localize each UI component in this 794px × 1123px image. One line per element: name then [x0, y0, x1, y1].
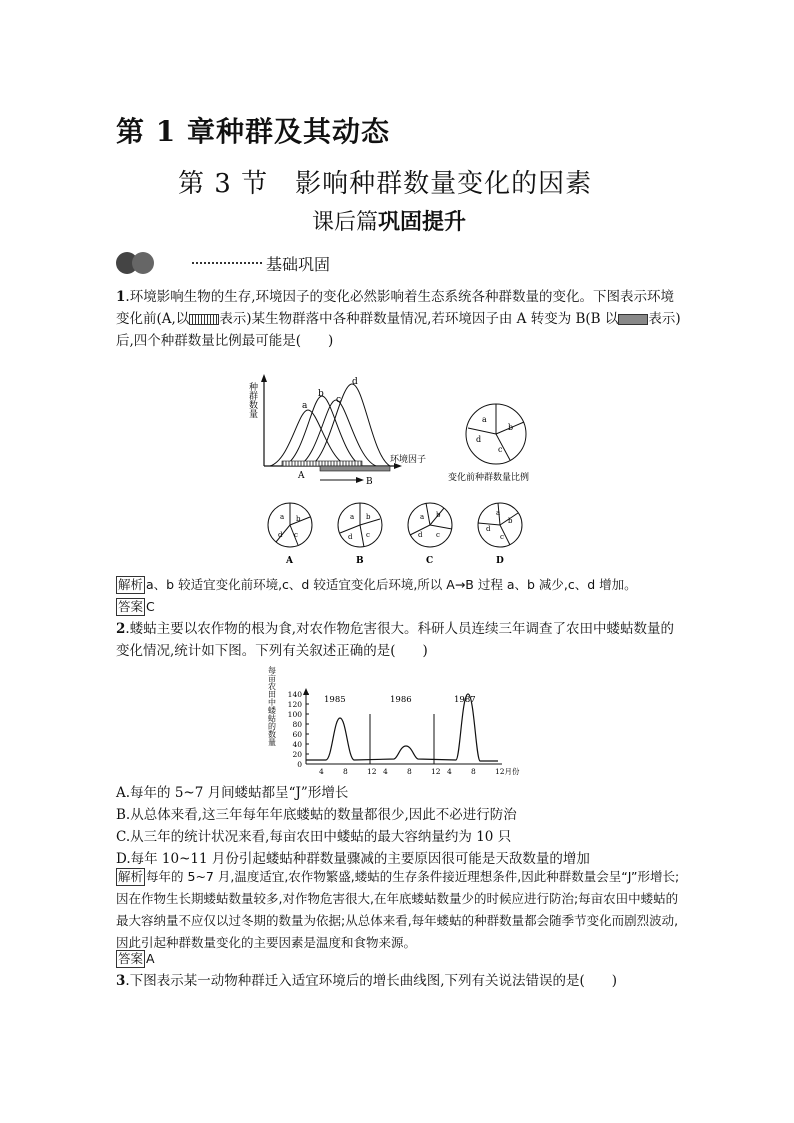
curve-label-d: d: [352, 377, 358, 387]
x-tick-label: 8: [343, 767, 348, 776]
q2-option-B: B.从总体来看,这三年每年年底蝼蛄的数量都很少,因此不必进行防治: [116, 807, 517, 823]
x-tick-label: 12月份: [495, 767, 520, 776]
option-label-A: A: [286, 556, 293, 566]
curve-label-a: a: [302, 401, 308, 411]
year-1986: 1986: [390, 695, 412, 705]
x-tick-label: 4: [447, 767, 452, 776]
analysis-text: a、b 较适宜变化前环境,c、d 较适宜变化后环境,所以 A→B 过程 a、b 减少,c、d 增加。: [146, 577, 637, 592]
q2-option-A: A.每年的 5~7 月间蝼蛄都呈“J”形增长: [116, 785, 349, 801]
curve-label-b: b: [318, 389, 324, 399]
question-text: .环境影响生物的生存,环境因子的变化必然影响着生态系统各种群数量的变化。下图表示环境变化前(A,以: [116, 289, 674, 327]
question-text: .下图表示某一动物种群迁入适宜环境后的增长曲线图,下列有关说法错误的是( ): [125, 973, 618, 989]
slice-label-d: d: [348, 533, 353, 541]
slice-label-d: d: [476, 435, 482, 444]
q1-figure: [240, 370, 560, 570]
slice-label-a: a: [350, 513, 355, 521]
slice-label-d: d: [278, 531, 283, 539]
slice-label-a: a: [496, 509, 501, 517]
answer-tag: 答案: [118, 599, 144, 614]
slice-label-c: c: [498, 445, 503, 454]
year-1987: 1987: [454, 695, 476, 705]
analysis-tag: 解析: [118, 577, 144, 592]
circle-icon: [132, 252, 154, 274]
slice-label-a: a: [280, 513, 285, 521]
pie-before: [466, 404, 526, 464]
curve-label-c: c: [336, 395, 342, 405]
slice-label-d: d: [486, 525, 491, 533]
dotted-divider: [192, 262, 262, 264]
x-tick-label: 4: [319, 767, 324, 776]
question-text: .蝼蛄主要以农作物的根为食,对农作物危害很大。科研人员连续三年调查了农田中蝼蛄数量的变化情况,统计如下图。下列有关叙述正确的是( ): [116, 621, 674, 659]
slice-label-b: b: [296, 515, 301, 523]
answer-text: A: [146, 951, 155, 966]
question-number: 2: [116, 621, 126, 637]
y-tick-label: 0: [297, 760, 302, 769]
x-tick-label: 12: [431, 767, 441, 776]
basics-label: 基础巩固: [266, 255, 331, 274]
q1-answer: [116, 596, 684, 618]
analysis-text: 每年的 5~7 月,温度适宜,农作物繁盛,蝼蛄的生存条件接近理想条件,因此种群数量会呈“J”形增长;因在作物生长期蝼蛄数量较多,对作物危害很大,在年底蝼蛄数量少的时候应进行防治;每亩农田中蝼蛄的最大容纳量不应仅以过冬期的数量为依据;从总体来看,每年蝼蛄的种群数量都会随季节变化而剧烈波动,因此引起种群数量变化的主要因素是温度和食物来源。: [116, 869, 680, 950]
x-tick-label: 8: [407, 767, 412, 776]
q2-option-D: D.每年 10~11 月份引起蝼蛄种群数量骤减的主要原因很可能是天敌数量的增加: [116, 851, 590, 867]
q2-figure: [266, 662, 536, 782]
slice-label-c: c: [500, 533, 504, 541]
slice-label-b: b: [366, 513, 371, 521]
answer-text: C: [146, 599, 155, 614]
chapter-title: 第 1 章种群及其动态: [116, 115, 390, 148]
pie-caption: 变化前种群数量比例: [448, 473, 530, 483]
option-label-D: D: [496, 556, 504, 566]
slice-label-b: b: [436, 511, 441, 519]
curve-b: [284, 396, 362, 466]
q2-option-C: C.从三年的统计状况来看,每亩农田中蝼蛄的最大容纳量约为 10 只: [116, 829, 512, 845]
answer-tag: 答案: [118, 951, 144, 966]
x-tick-label: 4: [383, 767, 388, 776]
subsection-title-b: 巩固提升: [378, 210, 467, 235]
range-B-bar: [320, 466, 390, 471]
pie-option-B: [338, 503, 382, 566]
y-tick-label: 40: [292, 740, 302, 749]
range-A-bar: [282, 461, 362, 466]
question-3: [116, 970, 682, 992]
slice-label-d: d: [418, 531, 423, 539]
section-title: 第 3 节 影响种群数量变化的因素: [178, 169, 593, 199]
slice-label-a: a: [482, 415, 487, 424]
slice-label-c: c: [436, 531, 440, 539]
slice-label-c: c: [294, 531, 298, 539]
y-tick-label: 120: [287, 700, 302, 709]
y-tick-label: 100: [287, 710, 302, 719]
question-number: 3: [116, 973, 126, 989]
slice-label-a: a: [420, 513, 425, 521]
x-tick-label: 12: [367, 767, 377, 776]
option-label-C: C: [426, 556, 434, 566]
question-1: [116, 286, 682, 352]
year-1985: 1985: [324, 695, 346, 705]
pie-option-D: [478, 503, 522, 566]
q1-analysis: [116, 574, 684, 596]
y-tick-label: 60: [292, 730, 302, 739]
x-tick-label: 8: [471, 767, 476, 776]
question-text: 表示)某生物群落中各种群数量情况,若环境因子由 A 转变为 B(B 以: [219, 311, 619, 327]
question-2: [116, 618, 682, 662]
q2-answer: [116, 948, 684, 970]
hatched-swatch: [189, 314, 219, 325]
curve-c: [298, 400, 376, 466]
q2-xticks: [319, 766, 520, 776]
q2-ylabel: 每亩农田中蝼蛄的数量: [267, 666, 277, 746]
pie-option-C: [408, 503, 452, 566]
analysis-tag: 解析: [118, 869, 144, 884]
q1-ylabel: 种群数量: [247, 382, 257, 418]
subsection-title-a: 课后篇: [312, 210, 379, 235]
y-tick-label: 140: [287, 690, 302, 699]
question-text: 表示)后,四个种群数量比例最可能是( ): [116, 311, 681, 349]
slice-label-c: c: [366, 531, 370, 539]
pie-option-A: [268, 503, 312, 566]
option-label-B: B: [356, 556, 364, 566]
slice-label-b: b: [508, 423, 514, 432]
q1-xlabel: 环境因子: [390, 455, 427, 465]
y-tick-label: 80: [292, 720, 302, 729]
slice-label-b: b: [508, 517, 513, 525]
gray-swatch: [618, 314, 648, 325]
curve-a: [270, 410, 348, 466]
axis-B-label: B: [366, 477, 373, 487]
q2-analysis: [116, 866, 684, 954]
subsection-title: [312, 205, 466, 236]
y-tick-label: 20: [292, 750, 302, 759]
axis-A-label: A: [298, 471, 305, 481]
question-number: 1: [116, 289, 126, 305]
